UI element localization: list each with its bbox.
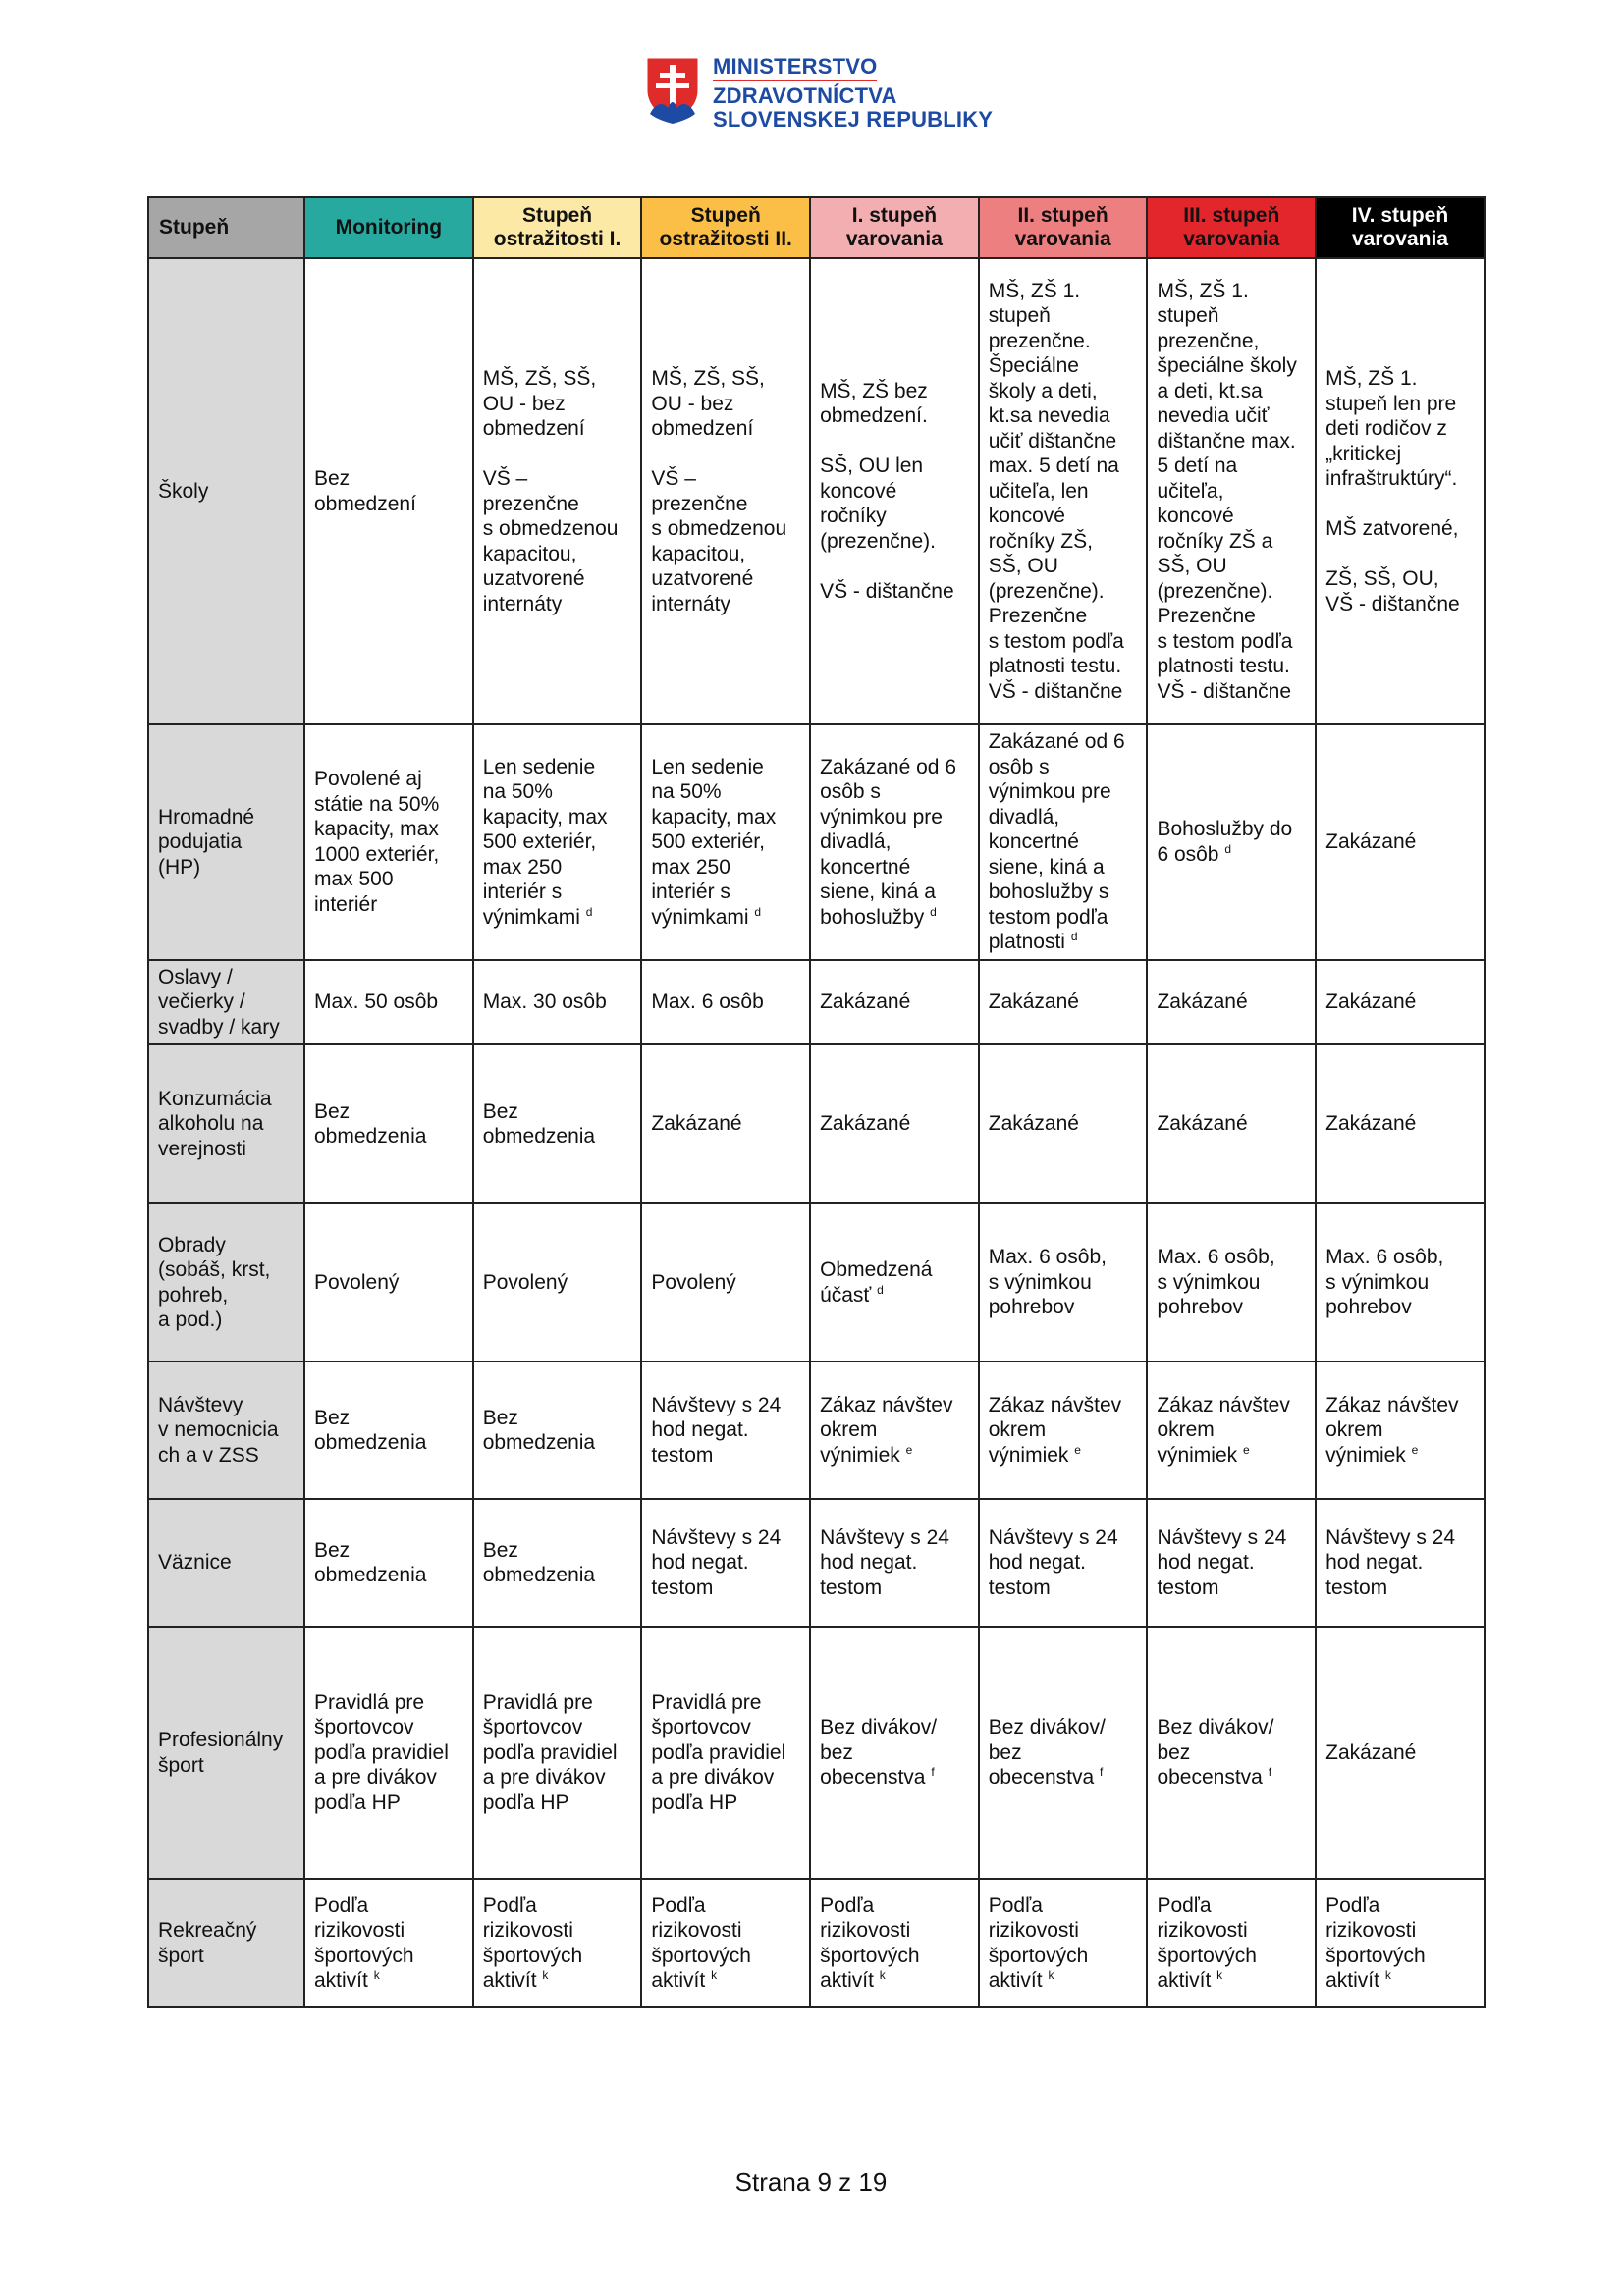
table-cell: [810, 258, 979, 724]
cell-text: Bez obmedzenia: [314, 1538, 427, 1586]
table-row: [148, 1879, 1485, 2007]
footnote-marker: d: [1224, 841, 1232, 856]
table-cell: [1316, 1044, 1485, 1203]
footnote-marker: k: [1384, 1968, 1391, 1982]
row-header: Profesionálny šport: [148, 1627, 304, 1879]
cell-text: Podľa rizikovosti športových aktivít: [988, 1894, 1089, 1992]
footnote-marker: k: [373, 1968, 380, 1982]
table-cell: [1147, 1362, 1316, 1499]
table-cell: [304, 1499, 473, 1627]
table-cell: [641, 1879, 810, 2007]
footnote-marker: d: [754, 904, 762, 919]
ministry-logo: [644, 55, 993, 132]
table-cell: [979, 1879, 1148, 2007]
table-cell: [641, 1044, 810, 1203]
table-cell: [304, 1879, 473, 2007]
footnote-marker: e: [1242, 1442, 1250, 1457]
cell-text: Zakázané: [820, 1112, 911, 1136]
table-cell: [979, 1362, 1148, 1499]
cell-text: Bez obmedzenia: [314, 1099, 427, 1148]
column-header-level: Stupeň: [148, 197, 304, 258]
footnote-marker: d: [1070, 930, 1078, 943]
table-cell: [1147, 258, 1316, 724]
page-number: Strana 9 z 19: [734, 2167, 888, 2197]
cell-text: Zakázané: [1325, 990, 1417, 1013]
cell-text: Zakázané: [1325, 1740, 1417, 1764]
cell-text: Návštevy s 24 hod negat. testom: [820, 1525, 949, 1599]
cell-text: Bez obmedzení: [314, 467, 416, 515]
cell-text: MŠ, ZŠ 1. stupeň prezenčne, špeciálne školy a deti, kt.sa nevedia učiť dištančne max. 5 detí na učiteľa, koncové ročníky ZŠ a SŠ, OU (prezenčne). Prezenčne s testom podľa platnosti testu. VŠ - dištančne: [1157, 279, 1297, 703]
restrictions-table: [147, 196, 1486, 2008]
table-cell: [1316, 1499, 1485, 1627]
table-cell: [1147, 1627, 1316, 1879]
cell-text: Zakázané: [988, 990, 1079, 1013]
table-cell: [641, 258, 810, 724]
table-cell: [304, 1362, 473, 1499]
footnote-marker: k: [1048, 1968, 1054, 1982]
table-cell: [1147, 1203, 1316, 1362]
column-header-3: Stupeň ostražitosti II.: [641, 197, 810, 258]
footnote-marker: k: [711, 1968, 718, 1982]
table-cell: [641, 960, 810, 1045]
table-cell: [1316, 1627, 1485, 1879]
table-cell: [979, 1627, 1148, 1879]
cell-text: Návštevy s 24 hod negat. testom: [1157, 1525, 1287, 1599]
table-cell: [641, 1627, 810, 1879]
table-cell: [979, 724, 1148, 960]
cell-text: Zakázané: [1157, 1112, 1248, 1136]
footnote-marker: e: [905, 1442, 913, 1457]
cell-text: Návštevy s 24 hod negat. testom: [651, 1525, 782, 1599]
row-header: Školy: [148, 258, 304, 724]
cell-text: Podľa rizikovosti športových aktivít: [1325, 1894, 1426, 1992]
footnote-marker: f: [931, 1765, 935, 1780]
cell-text: MŠ, ZŠ, SŠ, OU - bez obmedzení VŠ – prezenčne s obmedzenou kapacitou, uzatvorené internáty: [482, 367, 619, 615]
cell-text: Obmedzená účasť: [820, 1258, 933, 1307]
table-cell: [1316, 1203, 1485, 1362]
cell-text: Zakázané: [1157, 990, 1248, 1013]
table-cell: [979, 1044, 1148, 1203]
cell-text: Bez divákov/ bez obecenstva: [820, 1716, 938, 1789]
row-header: Väznice: [148, 1499, 304, 1627]
table-row: [148, 960, 1485, 1045]
column-header-6: III. stupeň varovania: [1147, 197, 1316, 258]
cell-text: Bez obmedzenia: [314, 1406, 427, 1454]
cell-text: Zakázané: [1325, 1112, 1417, 1136]
cell-text: Povolený: [651, 1270, 736, 1294]
header-row: [148, 197, 1485, 258]
logo-line-3: SLOVENSKEJ REPUBLIKY: [713, 107, 994, 132]
footnote-marker: k: [1216, 1968, 1223, 1982]
row-header: Hromadné podujatia (HP): [148, 724, 304, 960]
ministry-name: [713, 55, 993, 132]
cell-text: Max. 6 osôb, s výnimkou pohrebov: [988, 1246, 1107, 1319]
table-cell: [810, 1044, 979, 1203]
table-cell: [473, 1044, 642, 1203]
table-row: [148, 724, 1485, 960]
table-cell: [810, 1203, 979, 1362]
cell-text: Podľa rizikovosti športových aktivít: [482, 1894, 583, 1992]
table-cell: [1316, 258, 1485, 724]
cell-text: Zakázané: [988, 1112, 1079, 1136]
table-cell: [304, 1627, 473, 1879]
cell-text: Bez divákov/ bez obecenstva: [988, 1716, 1106, 1789]
cell-text: MŠ, ZŠ bez obmedzení. SŠ, OU len koncové ročníky (prezenčne). VŠ - dištančne: [820, 379, 954, 603]
table-cell: [473, 1627, 642, 1879]
cell-text: Zákaz návštev okrem výnimiek: [820, 1393, 953, 1467]
table-cell: [979, 1499, 1148, 1627]
table-cell: [304, 960, 473, 1045]
cell-text: Zákaz návštev okrem výnimiek: [1325, 1393, 1459, 1467]
cell-text: Len sedenie na 50% kapacity, max 500 exteriér, max 250 interiér s výnimkami: [482, 755, 608, 929]
cell-text: Podľa rizikovosti športových aktivít: [1157, 1894, 1257, 1992]
table-cell: [810, 1627, 979, 1879]
cell-text: MŠ, ZŠ 1. stupeň prezenčne. Špeciálne školy a deti, kt.sa nevedia učiť dištančne max. 5 detí na učiteľa, len koncové ročníky ZŠ, SŠ, OU (prezenčne). Prezenčne s testom podľa platnosti testu. VŠ - dištančne: [988, 279, 1124, 703]
row-header: Obrady (sobáš, krst, pohreb, a pod.): [148, 1203, 304, 1362]
footnote-marker: d: [877, 1282, 884, 1297]
cell-text: Návštevy s 24 hod negat. testom: [1325, 1525, 1456, 1599]
cell-text: Povolený: [314, 1270, 400, 1294]
column-header-7: IV. stupeň varovania: [1316, 197, 1485, 258]
footnote-marker: k: [879, 1968, 886, 1982]
footnote-marker: f: [1268, 1765, 1272, 1780]
cell-text: Bez obmedzenia: [482, 1538, 596, 1586]
logo-line-2: ZDRAVOTNÍCTVA: [713, 83, 897, 108]
cell-text: Pravidlá pre športovcov podľa pravidiel a pre divákov podľa HP: [314, 1690, 449, 1814]
row-header: Rekreačný šport: [148, 1879, 304, 2007]
table-cell: [1316, 960, 1485, 1045]
cell-text: Max. 6 osôb: [651, 990, 764, 1013]
cell-text: Bohoslužby do 6 osôb: [1157, 818, 1293, 866]
table-cell: [641, 1203, 810, 1362]
cell-text: Návštevy s 24 hod negat. testom: [988, 1525, 1118, 1599]
table-cell: [1147, 1044, 1316, 1203]
table-cell: [1147, 1879, 1316, 2007]
cell-text: Podľa rizikovosti športových aktivít: [314, 1894, 414, 1992]
table-cell: [1147, 960, 1316, 1045]
table-cell: [1147, 724, 1316, 960]
table-cell: [473, 1362, 642, 1499]
table-cell: [979, 1203, 1148, 1362]
table-cell: [1316, 1362, 1485, 1499]
cell-text: Zákaz návštev okrem výnimiek: [988, 1393, 1122, 1467]
table-cell: [473, 1203, 642, 1362]
footnote-marker: e: [1411, 1442, 1419, 1457]
footnote-marker: e: [1074, 1442, 1081, 1457]
footnote-marker: d: [585, 904, 593, 919]
table-body: [148, 258, 1485, 2007]
cell-text: Zakázané: [1325, 830, 1417, 853]
table-cell: [304, 1044, 473, 1203]
table-row: [148, 1203, 1485, 1362]
table-row: [148, 1362, 1485, 1499]
cell-text: Bez divákov/ bez obecenstva: [1157, 1716, 1274, 1789]
table-row: [148, 1627, 1485, 1879]
cell-text: Zakázané: [651, 1112, 742, 1136]
cell-text: Len sedenie na 50% kapacity, max 500 exteriér, max 250 interiér s výnimkami: [651, 755, 777, 929]
cell-text: Pravidlá pre športovcov podľa pravidiel a pre divákov podľa HP: [482, 1690, 618, 1814]
table-cell: [473, 960, 642, 1045]
table-cell: [1316, 724, 1485, 960]
footnote-marker: f: [1100, 1765, 1104, 1780]
cell-text: Max. 50 osôb: [314, 990, 439, 1013]
table-cell: [641, 1499, 810, 1627]
row-header: Konzumácia alkoholu na verejnosti: [148, 1044, 304, 1203]
table-cell: [641, 724, 810, 960]
table-cell: [473, 258, 642, 724]
row-header: Oslavy / večierky / svadby / kary: [148, 960, 304, 1045]
cell-text: Bez obmedzenia: [482, 1406, 596, 1454]
table-cell: [810, 1499, 979, 1627]
cell-text: MŠ, ZŠ 1. stupeň len pre deti rodičov z „kritickej infraštruktúry“. MŠ zatvorené, ZŠ, SŠ, OU, VŠ - dištančne: [1325, 367, 1460, 615]
table-header: [148, 197, 1485, 258]
slovak-coat-of-arms-icon: [644, 55, 701, 126]
table-row: [148, 258, 1485, 724]
footnote-marker: k: [542, 1968, 549, 1982]
logo-line-1: MINISTERSTVO: [713, 55, 877, 81]
table-cell: [473, 1879, 642, 2007]
cell-text: Návštevy s 24 hod negat. testom: [651, 1393, 782, 1467]
cell-text: Povolené aj státie na 50% kapacity, max 1000 exteriér, max 500 interiér: [314, 768, 440, 916]
cell-text: Max. 6 osôb, s výnimkou pohrebov: [1325, 1246, 1444, 1319]
table-cell: [810, 1879, 979, 2007]
cell-text: Podľa rizikovosti športových aktivít: [651, 1894, 751, 1992]
cell-text: Zakázané od 6 osôb s výnimkou pre divadlá, koncertné siene, kiná a bohoslužby: [820, 755, 956, 929]
table-row: [148, 1499, 1485, 1627]
table-cell: [473, 1499, 642, 1627]
table-cell: [810, 724, 979, 960]
table-cell: [641, 1362, 810, 1499]
table-row: [148, 1044, 1485, 1203]
column-header-4: I. stupeň varovania: [810, 197, 979, 258]
column-header-5: II. stupeň varovania: [979, 197, 1148, 258]
table-cell: [304, 258, 473, 724]
cell-text: Zákaz návštev okrem výnimiek: [1157, 1393, 1290, 1467]
row-header: Návštevy v nemocnicia ch a v ZSS: [148, 1362, 304, 1499]
cell-text: Bez obmedzenia: [482, 1099, 596, 1148]
cell-text: Podľa rizikovosti športových aktivít: [820, 1894, 920, 1992]
cell-text: Zakázané: [820, 990, 911, 1013]
table-cell: [473, 724, 642, 960]
cell-text: MŠ, ZŠ, SŠ, OU - bez obmedzení VŠ – prezenčne s obmedzenou kapacitou, uzatvorené internáty: [651, 367, 787, 615]
column-header-2: Stupeň ostražitosti I.: [473, 197, 642, 258]
table-cell: [979, 258, 1148, 724]
table-cell: [304, 724, 473, 960]
cell-text: Pravidlá pre športovcov podľa pravidiel a pre divákov podľa HP: [651, 1690, 786, 1814]
table-cell: [1147, 1499, 1316, 1627]
table-cell: [979, 960, 1148, 1045]
table-cell: [1316, 1879, 1485, 2007]
table-cell: [810, 1362, 979, 1499]
cell-text: Max. 30 osôb: [482, 990, 607, 1013]
cell-text: Zakázané od 6 osôb s výnimkou pre divadlá, koncertné siene, kiná a bohoslužby s testom podľa platnosti: [988, 730, 1125, 953]
column-header-1: Monitoring: [304, 197, 473, 258]
table-cell: [810, 960, 979, 1045]
cell-text: Max. 6 osôb, s výnimkou pohrebov: [1157, 1246, 1275, 1319]
footnote-marker: d: [930, 904, 937, 919]
cell-text: Povolený: [482, 1270, 568, 1294]
table-cell: [304, 1203, 473, 1362]
